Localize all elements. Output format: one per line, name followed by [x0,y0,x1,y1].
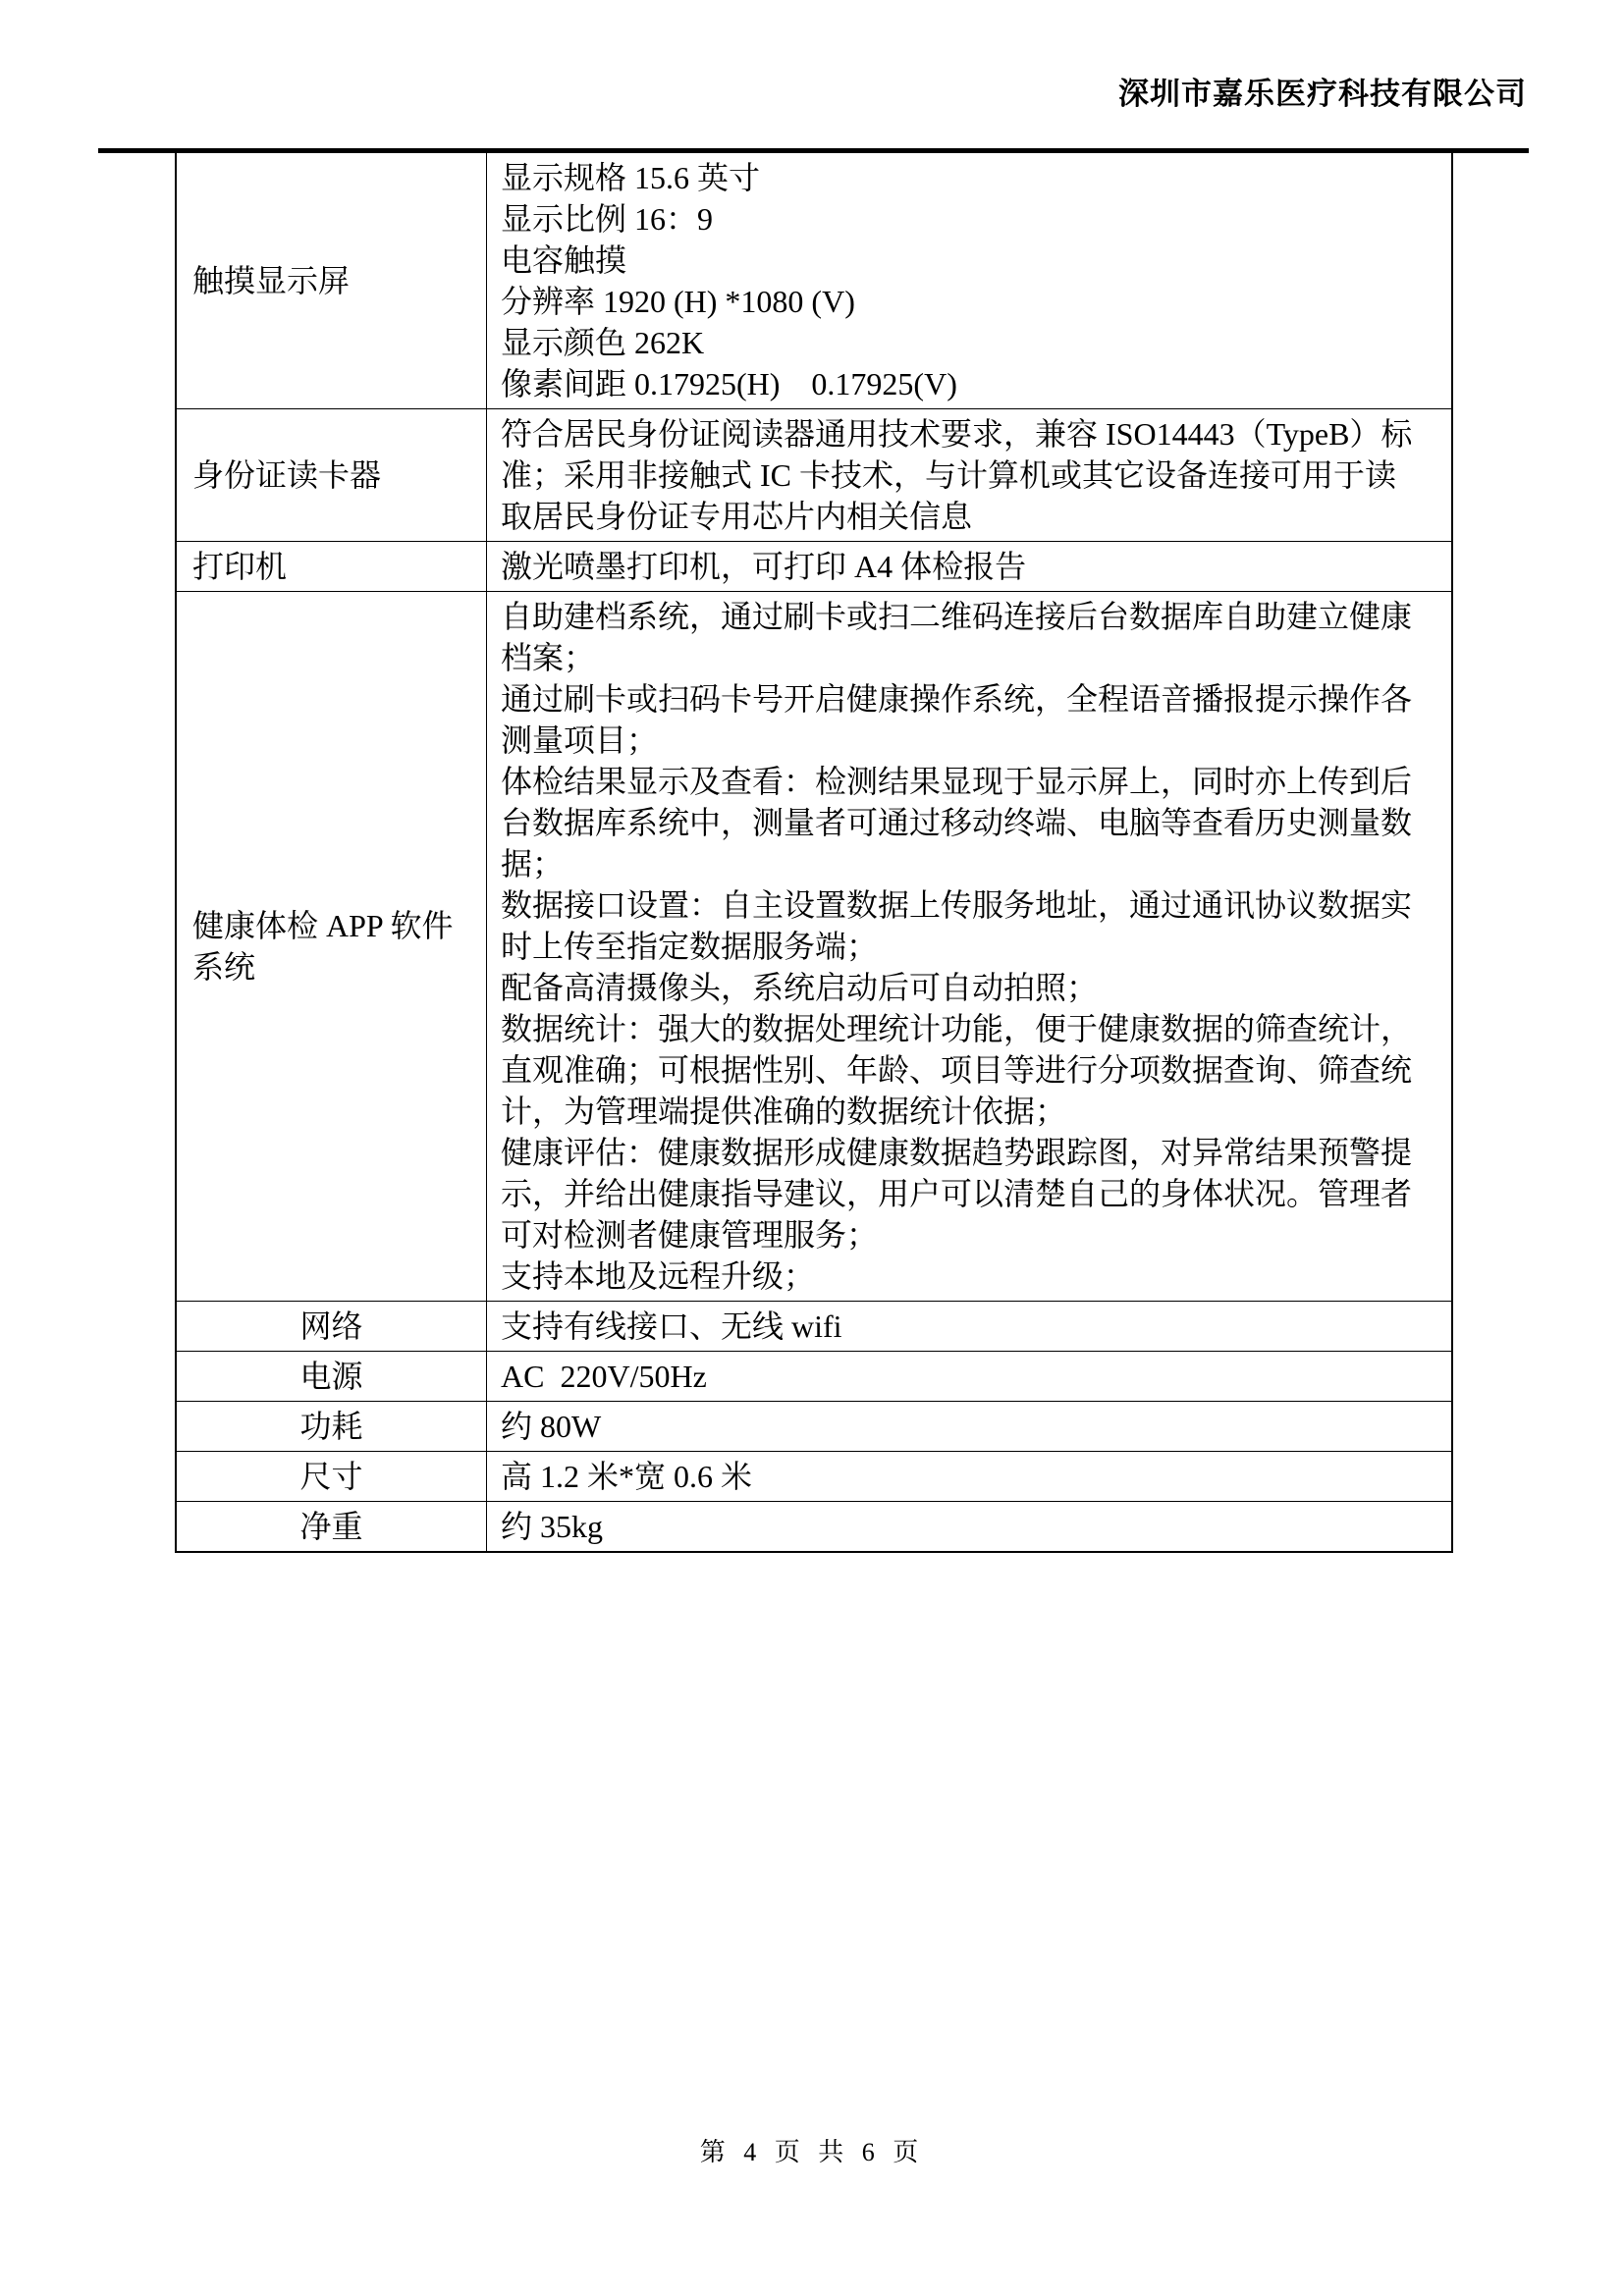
row-label: 尺寸 [299,1459,363,1494]
content-line: 测量项目； [501,722,659,758]
row-label: 电源 [299,1359,363,1394]
row-label-cell [177,409,487,541]
content-line: 可对检测者健康管理服务； [501,1217,879,1253]
row-label-cell [177,592,487,1301]
content-line: 支持本地及远程升级； [501,1258,816,1294]
row-content-cell [487,1402,1451,1451]
table-row [177,153,1451,408]
content-line: 显示颜色 262K [501,325,705,360]
row-content-cell [487,1502,1451,1551]
content-line: 数据接口设置：自主设置数据上传服务地址，通过通讯协议数据实 [501,887,1413,923]
table-row [177,1351,1451,1401]
content-line: 显示规格 15.6 英寸 [501,160,761,195]
content-line: 约 80W [501,1409,602,1444]
table-row [177,1501,1451,1551]
content-line: 激光喷墨打印机，可打印 A4 体检报告 [501,549,1027,584]
content-line: 台数据库系统中，测量者可通过移动终端、电脑等查看历史测量数 [501,805,1413,840]
content-line: 分辨率 1920 (H) *1080 (V) [501,284,855,319]
row-label: 身份证读卡器 [192,457,382,493]
row-label-cell [177,1452,487,1501]
content-line: 档案； [501,640,596,675]
row-label: 网络 [299,1308,363,1344]
content-line: 体检结果显示及查看：检测结果显现于显示屏上，同时亦上传到后 [501,764,1413,799]
row-content-cell [487,409,1451,541]
row-label-cell [177,1352,487,1401]
content-line: AC 220V/50Hz [501,1359,707,1394]
content-line: 计，为管理端提供准确的数据统计依据； [501,1094,1067,1129]
row-label: 打印机 [192,549,288,584]
content-line: 据； [501,846,565,881]
row-label: 净重 [299,1509,363,1544]
content-line: 电容触摸 [501,242,627,278]
content-line: 直观准确；可根据性别、年龄、项目等进行分项数据查询、筛查统 [501,1052,1413,1088]
table-row [177,1301,1451,1351]
row-label-cell [177,1502,487,1551]
row-content-cell [487,1352,1451,1401]
table-row [177,1401,1451,1451]
row-content-cell [487,542,1451,591]
row-content-cell [487,1452,1451,1501]
company-name-header: 深圳市嘉乐医疗科技有限公司 [1118,77,1527,111]
content-line: 像素间距 0.17925(H) 0.17925(V) [501,366,957,401]
content-line: 数据统计：强大的数据处理统计功能，便于健康数据的筛查统计， [501,1011,1413,1046]
content-line: 显示比例 16：9 [501,201,714,237]
row-label: 健康体检 APP 软件系统 [192,908,454,985]
content-line: 符合居民身份证阅读器通用技术要求，兼容 ISO14443（TypeB）标 [501,416,1413,452]
content-line: 配备高清摄像头，系统启动后可自动拍照； [501,970,1099,1005]
content-line: 健康评估：健康数据形成健康数据趋势跟踪图，对异常结果预警提 [501,1135,1413,1170]
row-content-cell [487,592,1451,1301]
content-line: 支持有线接口、无线 wifi [501,1308,842,1344]
content-line: 约 35kg [501,1509,604,1544]
table-row [177,541,1451,591]
row-label: 触摸显示屏 [192,263,351,298]
content-line: 自助建档系统，通过刷卡或扫二维码连接后台数据库自助建立健康 [501,599,1413,634]
row-label: 功耗 [299,1409,363,1444]
content-line: 通过刷卡或扫码卡号开启健康操作系统，全程语音播报提示操作各 [501,681,1413,717]
row-label-cell [177,542,487,591]
table-row [177,408,1451,541]
row-label-cell [177,1302,487,1351]
table-row [177,1451,1451,1501]
row-content-cell [487,1302,1451,1351]
row-label-cell [177,1402,487,1451]
content-line: 准；采用非接触式 IC 卡技术，与计算机或其它设备连接可用于读 [501,457,1397,493]
row-content-cell [487,153,1451,408]
row-label-cell [177,153,487,408]
table-row [177,591,1451,1301]
page-number-footer: 第 4 页 共 6 页 [699,2138,925,2166]
content-line: 示，并给出健康指导建议，用户可以清楚自己的身体状况。管理者 [501,1176,1413,1211]
specification-table [175,153,1453,1553]
content-line: 高 1.2 米*宽 0.6 米 [501,1459,753,1494]
content-line: 时上传至指定数据服务端； [501,929,879,964]
content-line: 取居民身份证专用芯片内相关信息 [501,499,973,534]
